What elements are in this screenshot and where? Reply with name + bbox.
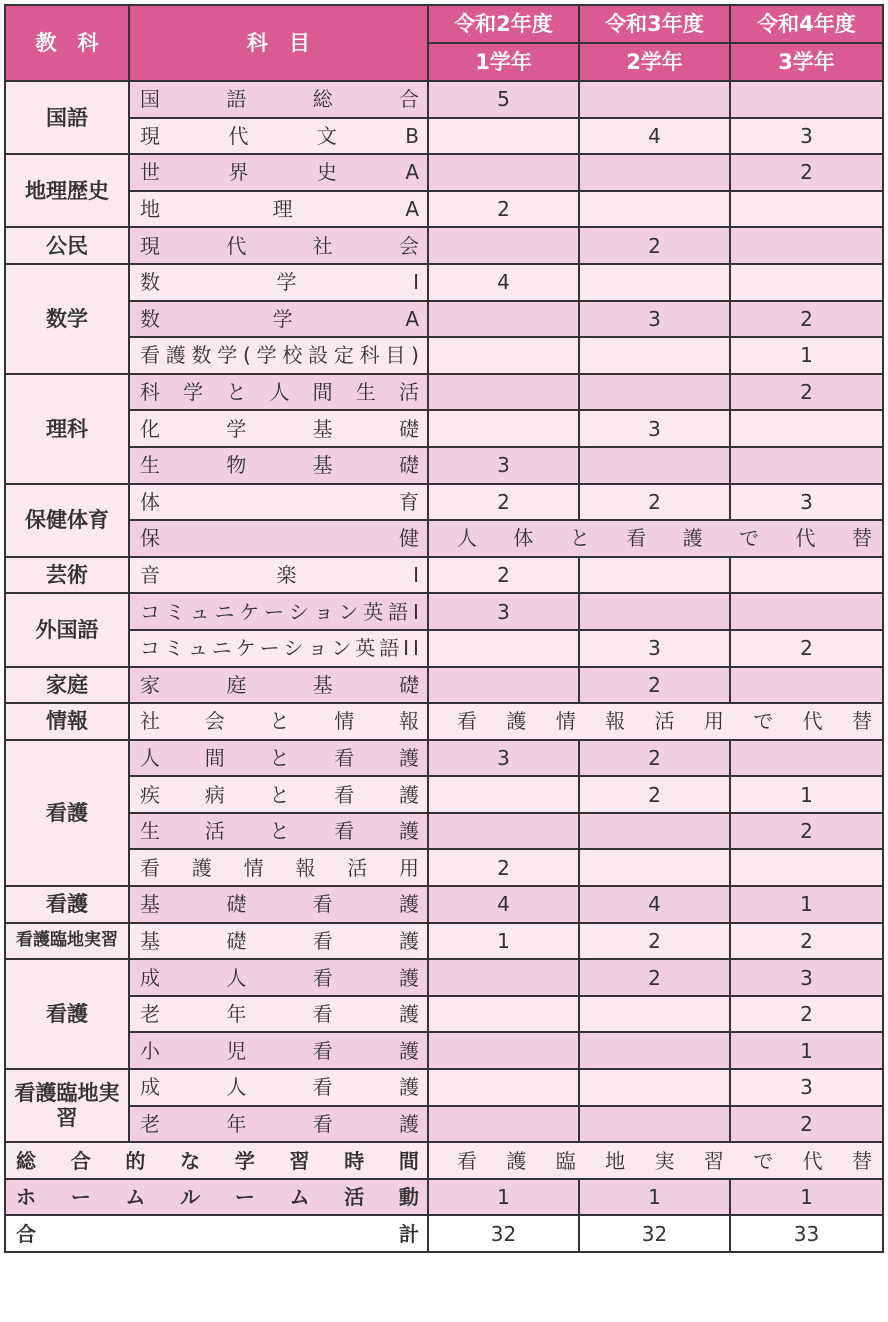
substitute-note [428, 703, 883, 740]
credit-value [428, 118, 579, 155]
credit-value [428, 667, 579, 704]
credit-value [579, 849, 730, 886]
credit-value: 1 [730, 337, 883, 374]
subject-name: 生 物 基 礎 [140, 453, 419, 478]
credit-value [428, 630, 579, 667]
table-row [5, 520, 883, 557]
credit-value: 2 [730, 923, 883, 960]
category-cell: 国語 [5, 81, 129, 154]
subject-cell [129, 154, 428, 191]
total-label-right: 計 [399, 1221, 419, 1246]
subject-name: 看 護 情 報 活 用 [140, 855, 419, 880]
total-label-left: 合 [16, 1221, 36, 1246]
subject-cell [129, 923, 428, 960]
credit-value: 1 [730, 776, 883, 813]
category-cell: 公民 [5, 227, 129, 264]
credit-value: 2 [730, 374, 883, 411]
subject-cell [129, 410, 428, 447]
credit-value [730, 667, 883, 704]
special-row-label [5, 1142, 428, 1179]
subject-cell [129, 227, 428, 264]
category-cell: 看護 [5, 886, 129, 923]
subject-cell [129, 1069, 428, 1106]
credit-value: 4 [428, 264, 579, 301]
credit-value [579, 374, 730, 411]
credit-value [579, 1032, 730, 1069]
credit-value: 2 [579, 484, 730, 521]
table-row [5, 813, 883, 850]
credit-value: 2 [730, 630, 883, 667]
subject-name: 成 人 看 護 [140, 965, 419, 990]
substitute-note [428, 1142, 883, 1179]
subject-cell [129, 447, 428, 484]
credit-value: 2 [730, 301, 883, 338]
table-row [5, 447, 883, 484]
subject-name: 疾 病 と 看 護 [140, 782, 419, 807]
credit-value: 1 [428, 923, 579, 960]
credit-value [579, 191, 730, 228]
subject-name: 現 代 社 会 [140, 233, 419, 258]
credit-value: 3 [428, 740, 579, 777]
credit-value: 1 [730, 886, 883, 923]
credit-value [579, 557, 730, 594]
subject-name: 社 会 と 情 報 [140, 709, 419, 734]
credit-value: 1 [579, 1179, 730, 1216]
subject-cell [129, 264, 428, 301]
table-row [5, 1142, 883, 1179]
header-category: 教 科 [5, 5, 129, 81]
credit-value: 3 [730, 118, 883, 155]
credit-value [428, 776, 579, 813]
subject-cell [129, 484, 428, 521]
credit-value [730, 447, 883, 484]
substitute-note [428, 520, 883, 557]
subject-cell [129, 886, 428, 923]
table-row [5, 776, 883, 813]
credit-value: 1 [730, 1179, 883, 1216]
credit-value [730, 191, 883, 228]
credit-value [428, 813, 579, 850]
credit-value [730, 81, 883, 118]
table-row [5, 374, 883, 411]
header-subject: 科 目 [129, 5, 428, 81]
subject-cell [129, 520, 428, 557]
table-row [5, 959, 883, 996]
table-row [5, 484, 883, 521]
subject-cell [129, 593, 428, 630]
subject-cell [129, 776, 428, 813]
header-year-3: 令和4年度 [730, 5, 883, 43]
credit-value: 3 [730, 484, 883, 521]
special-row-label-text: ホ ー ム ル ー ム 活 動 [16, 1185, 419, 1210]
credit-value [579, 593, 730, 630]
total-value: 32 [428, 1215, 579, 1252]
table-row [5, 81, 883, 118]
subject-name: 保 健 [140, 526, 419, 551]
subject-cell [129, 996, 428, 1033]
subject-name: 現 代 文 B [140, 123, 419, 148]
category-cell: 看護臨地実習 [5, 923, 129, 960]
credit-value: 2 [428, 849, 579, 886]
credit-value: 4 [428, 886, 579, 923]
credit-value [579, 996, 730, 1033]
subject-name: 音 楽 I [140, 563, 419, 588]
subject-name: 看 護 数 学 ( 学 校 設 定 科 目 ) [140, 343, 419, 368]
subject-name: 基 礎 看 護 [140, 892, 419, 917]
credit-value [730, 593, 883, 630]
header-grade-1: 1学年 [428, 43, 579, 81]
credit-value: 2 [730, 1106, 883, 1143]
credit-value: 2 [428, 191, 579, 228]
credit-value [730, 740, 883, 777]
subject-name: 数 学 A [140, 306, 419, 331]
table-row [5, 191, 883, 228]
credit-value [428, 154, 579, 191]
table-row [5, 1032, 883, 1069]
credit-value [730, 557, 883, 594]
table-row [5, 227, 883, 264]
credit-value: 3 [730, 1069, 883, 1106]
subject-name: コ ミ ュ ニ ケ ー シ ョ ン 英 語 I [140, 599, 419, 624]
credit-value [579, 337, 730, 374]
category-cell: 看護 [5, 959, 129, 1069]
credit-value [428, 410, 579, 447]
credit-value [428, 1069, 579, 1106]
subject-cell [129, 703, 428, 740]
table-row [5, 264, 883, 301]
subject-cell [129, 191, 428, 228]
credit-value [579, 447, 730, 484]
category-cell: 看護臨地実習 [5, 1069, 129, 1142]
special-row-label-text: 総 合 的 な 学 習 時 間 [16, 1148, 419, 1173]
credit-value: 3 [428, 593, 579, 630]
credit-value [428, 959, 579, 996]
credit-value: 1 [730, 1032, 883, 1069]
total-value: 32 [579, 1215, 730, 1252]
category-cell: 理科 [5, 374, 129, 484]
total-label-text [16, 1221, 419, 1246]
subject-name: 科 学 と 人 間 生 活 [140, 380, 419, 405]
total-row [5, 1215, 883, 1252]
credit-value: 2 [730, 996, 883, 1033]
credit-value: 3 [579, 301, 730, 338]
subject-name: 生 活 と 看 護 [140, 819, 419, 844]
subject-name: 世 界 史 A [140, 160, 419, 185]
curriculum-table [4, 4, 884, 1253]
table-row [5, 923, 883, 960]
category-cell: 地理歴史 [5, 154, 129, 227]
credit-value [428, 337, 579, 374]
credit-value [730, 227, 883, 264]
subject-cell [129, 374, 428, 411]
credit-value: 2 [730, 813, 883, 850]
credit-value [730, 849, 883, 886]
subject-name: 家 庭 基 礎 [140, 672, 419, 697]
credit-value: 3 [730, 959, 883, 996]
category-cell: 芸術 [5, 557, 129, 594]
credit-value: 2 [579, 227, 730, 264]
total-label [5, 1215, 428, 1252]
subject-cell [129, 1106, 428, 1143]
subject-name: 地 理 A [140, 197, 419, 222]
subject-name: 老 年 看 護 [140, 1002, 419, 1027]
table-row [5, 301, 883, 338]
credit-value: 2 [579, 667, 730, 704]
table-row [5, 337, 883, 374]
category-cell: 外国語 [5, 593, 129, 666]
subject-name: 化 学 基 礎 [140, 416, 419, 441]
header-grade-2: 2学年 [579, 43, 730, 81]
credit-value: 3 [579, 630, 730, 667]
subject-name: 国 語 総 合 [140, 87, 419, 112]
credit-value [428, 1106, 579, 1143]
credit-value: 2 [579, 740, 730, 777]
credit-value: 2 [730, 154, 883, 191]
table-row [5, 886, 883, 923]
table-row [5, 703, 883, 740]
subject-name: 小 児 看 護 [140, 1038, 419, 1063]
table-row [5, 849, 883, 886]
subject-cell [129, 301, 428, 338]
table-row [5, 154, 883, 191]
credit-value: 1 [428, 1179, 579, 1216]
subject-cell [129, 81, 428, 118]
table-row [5, 1179, 883, 1216]
substitute-note-text: 人 体 と 看 護 で 代 替 [457, 526, 872, 551]
subject-cell [129, 1032, 428, 1069]
category-cell: 家庭 [5, 667, 129, 704]
table-row [5, 593, 883, 630]
credit-value [579, 813, 730, 850]
subject-cell [129, 557, 428, 594]
credit-value [428, 996, 579, 1033]
credit-value [730, 410, 883, 447]
substitute-note-text: 看 護 情 報 活 用 で 代 替 [457, 709, 872, 734]
table-row [5, 996, 883, 1033]
credit-value [579, 154, 730, 191]
credit-value: 4 [579, 118, 730, 155]
credit-value [428, 1032, 579, 1069]
subject-cell [129, 118, 428, 155]
subject-name: 成 人 看 護 [140, 1075, 419, 1100]
header-row-years [5, 5, 883, 43]
subject-name: コ ミ ュ ニ ケ ー シ ョ ン 英 語 I I [140, 636, 419, 661]
subject-name: 老 年 看 護 [140, 1111, 419, 1136]
category-cell: 数学 [5, 264, 129, 374]
subject-name: 人 間 と 看 護 [140, 745, 419, 770]
category-cell: 保健体育 [5, 484, 129, 557]
credit-value: 2 [579, 959, 730, 996]
category-cell: 情報 [5, 703, 129, 740]
subject-cell [129, 959, 428, 996]
substitute-note-text: 看 護 臨 地 実 習 で 代 替 [457, 1148, 872, 1173]
credit-value: 2 [579, 776, 730, 813]
credit-value [730, 264, 883, 301]
table-row [5, 630, 883, 667]
special-row-label [5, 1179, 428, 1216]
subject-cell [129, 630, 428, 667]
table-row [5, 557, 883, 594]
subject-cell [129, 813, 428, 850]
credit-value: 4 [579, 886, 730, 923]
table-row [5, 667, 883, 704]
subject-name: 体 育 [140, 489, 419, 514]
subject-cell [129, 849, 428, 886]
subject-cell [129, 667, 428, 704]
credit-value [428, 227, 579, 264]
credit-value: 3 [579, 410, 730, 447]
table-row [5, 118, 883, 155]
subject-cell [129, 740, 428, 777]
credit-value: 2 [428, 484, 579, 521]
header-year-2: 令和3年度 [579, 5, 730, 43]
table-body [5, 81, 883, 1252]
credit-value [428, 374, 579, 411]
table-row [5, 410, 883, 447]
credit-value: 2 [428, 557, 579, 594]
credit-value [428, 301, 579, 338]
credit-value: 3 [428, 447, 579, 484]
header-year-1: 令和2年度 [428, 5, 579, 43]
subject-name: 基 礎 看 護 [140, 928, 419, 953]
credit-value [579, 81, 730, 118]
table-row [5, 1106, 883, 1143]
credit-value [579, 1106, 730, 1143]
subject-cell [129, 337, 428, 374]
subject-name: 数 学 I [140, 270, 419, 295]
header-grade-3: 3学年 [730, 43, 883, 81]
credit-value [579, 1069, 730, 1106]
table-row [5, 1069, 883, 1106]
credit-value [579, 264, 730, 301]
total-value: 33 [730, 1215, 883, 1252]
table-row [5, 740, 883, 777]
credit-value: 5 [428, 81, 579, 118]
category-cell: 看護 [5, 740, 129, 886]
credit-value: 2 [579, 923, 730, 960]
